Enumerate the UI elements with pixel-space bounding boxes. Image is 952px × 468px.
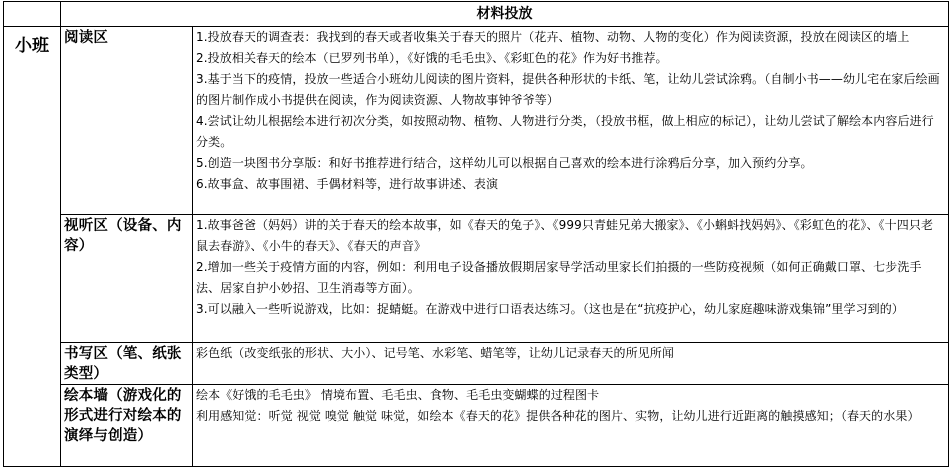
- area-content-audiovisual: [193, 215, 949, 343]
- content-item: 3.基于当下的疫情，投放一些适合小班幼儿阅读的图片资料，提供各种形状的卡纸、笔，让幼儿尝试涂鸦。（自制小书——幼儿宅在家后绘画的图片制作成小书提供在阅读，作为阅读资源、人物故事钟爷爷等）: [196, 72, 940, 107]
- content-item: 4.尝试让幼儿根据绘本进行初次分类，如按照动物、植物、人物进行分类，（投放书框，做上相应的标记），让幼儿尝试了解绘本内容后进行分类。: [196, 114, 934, 149]
- class-label: 小班: [4, 27, 61, 467]
- area-label-writing: 书写区（笔、纸张类型）: [61, 343, 193, 385]
- content-item: 1.故事爸爸（妈妈）讲的关于春天的绘本故事，如《春天的兔子》、《999只青蛙兄弟大搬家》、《小蝌蚪找妈妈》、《彩虹色的花》、《十四只老鼠去春游》、《小牛的春天》、《春天的声音》: [196, 218, 934, 253]
- content-item: 6.故事盒、故事围裙、手偶材料等，进行故事讲述、表演: [196, 177, 499, 191]
- area-row-audiovisual: [4, 215, 949, 343]
- area-row-reading: [4, 27, 949, 215]
- area-content-picture-book-wall: [193, 385, 949, 467]
- content-item: 2.增加一些关于疫情方面的内容，例如：利用电子设备播放假期居家导学活动里家长们拍摄的一些防疫视频（如何正确戴口罩、七步洗手法、居家自护小妙招、卫生消毒等方面）。: [196, 260, 922, 295]
- content-item: 5.创造一块图书分享版：和好书推荐进行结合，这样幼儿可以根据自己喜欢的绘本进行涂鸦后分享，加入预约分享。: [196, 156, 813, 170]
- area-label-audiovisual: 视听区（设备、内容）: [61, 215, 193, 343]
- area-row-writing: [4, 343, 949, 385]
- header-blank-cell: [4, 2, 61, 27]
- area-label-reading: 阅读区: [61, 27, 193, 215]
- content-item: 1.投放春天的调查表：我找到的春天或者收集关于春天的照片（花卉、植物、动物、人物的变化）作为阅读资源，投放在阅读区的墙上: [196, 30, 910, 44]
- area-content-reading: [193, 27, 949, 215]
- material-placement-table: [3, 1, 949, 467]
- content-item: 利用感知觉：听觉 视觉 嗅觉 触觉 味觉，如绘本《春天的花》提供各种花的图片、实物，让幼儿进行近距离的触摸感知；（春天的水果）: [196, 409, 920, 423]
- table-title: 材料投放: [61, 2, 949, 27]
- content-item: 2.投放相关春天的绘本（已罗列书单），《好饿的毛毛虫》、《彩虹色的花》作为好书推荐。: [196, 51, 668, 65]
- content-item: 彩色纸（改变纸张的形状、大小）、记号笔、水彩笔、蜡笔等，让幼儿记录春天的所见所闻: [196, 346, 675, 360]
- header-row: [4, 2, 949, 27]
- area-label-picture-book-wall: 绘本墙（游戏化的形式进行对绘本的演绎与创造）: [61, 385, 193, 467]
- area-content-writing: [193, 343, 949, 385]
- content-item: 绘本《好饿的毛毛虫》 情境布置、毛毛虫、食物、毛毛虫变蝴蝶的过程图卡: [196, 388, 600, 402]
- content-item: 3.可以融入一些听说游戏，比如：捉蜻蜓。在游戏中进行口语表达练习。（这也是在“抗疫护心，幼儿家庭趣味游戏集锦”里学习到的）: [196, 302, 904, 316]
- area-row-picture-book-wall: [4, 385, 949, 467]
